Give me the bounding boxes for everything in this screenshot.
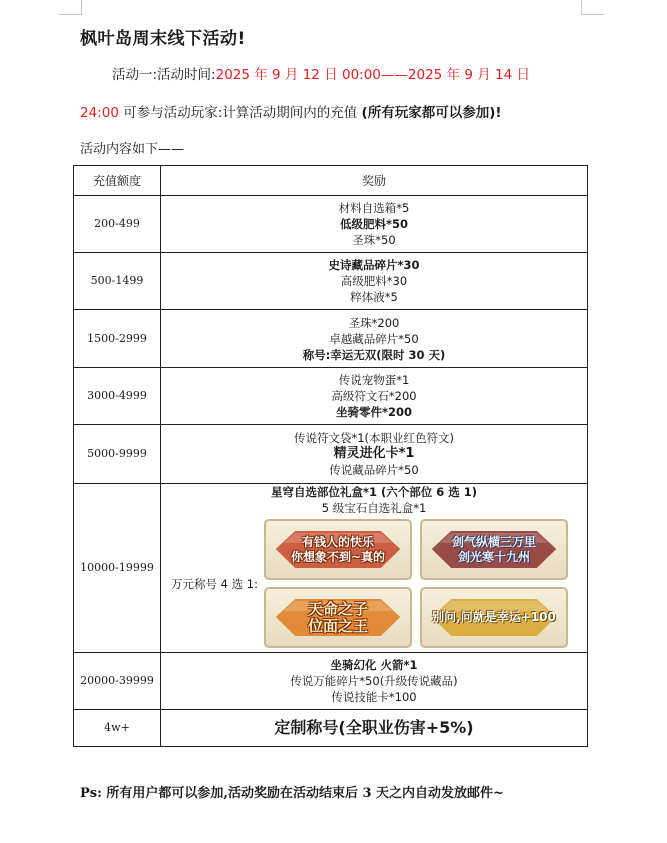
recharge-amount: 1500-2999 xyxy=(74,310,161,368)
page-corner-mark xyxy=(581,0,604,15)
recharge-amount: 20000-39999 xyxy=(74,653,161,710)
badge-title-text: 有钱人的快乐 你想象不到~真的 xyxy=(290,534,386,564)
reward-cell xyxy=(161,653,588,710)
reward-item: 传说宠物蛋*1 xyxy=(338,373,410,387)
table-row xyxy=(74,425,588,484)
recharge-amount: 5000-9999 xyxy=(74,425,161,484)
reward-item: 坐骑幻化 火箭*1 xyxy=(330,658,418,672)
header-reward: 奖励 xyxy=(161,166,588,196)
table-row xyxy=(74,710,588,747)
reward-item: 精灵进化卡*1 xyxy=(333,446,415,461)
activity-desc: 可参与活动玩家:计算活动期间内的充值 xyxy=(118,105,358,121)
reward-cell xyxy=(161,310,588,368)
recharge-amount: 3000-4999 xyxy=(74,368,161,425)
reward-item: 低级肥料*50 xyxy=(339,217,409,231)
activity-note: (所有玩家都可以参加)! xyxy=(361,105,502,121)
table-row xyxy=(74,310,588,368)
title-choice-block xyxy=(161,516,587,652)
title-badge-image xyxy=(264,587,412,648)
table-header-row xyxy=(74,166,588,196)
reward-item: 高级肥料*30 xyxy=(340,274,408,288)
reward-item: 圣珠*200 xyxy=(348,315,400,330)
badge-title-text: 剑气纵横三万里 剑光寒十九州 xyxy=(451,534,536,564)
reward-cell xyxy=(161,196,588,253)
reward-item: 5 级宝石自选礼盒*1 xyxy=(321,501,427,515)
reward-cell xyxy=(161,253,588,310)
title-badge-grid xyxy=(264,516,568,652)
table-row xyxy=(74,484,588,653)
reward-item: 高级符文石*200 xyxy=(331,389,417,403)
reward-item: 粹体液*5 xyxy=(350,290,398,304)
badge-title-text: 别问,问就是幸运+100 xyxy=(432,610,556,624)
recharge-amount: 4w+ xyxy=(74,710,161,747)
header-amount: 充值额度 xyxy=(74,166,161,196)
reward-item: 传说万能碎片*50(升级传说藏品) xyxy=(290,674,458,688)
reward-cell xyxy=(161,710,588,747)
content-heading: 活动内容如下—— xyxy=(80,142,185,157)
reward-item: 定制称号(全职业伤害+5%) xyxy=(274,718,474,737)
recharge-amount: 200-499 xyxy=(74,196,161,253)
title-badge-image xyxy=(420,519,568,580)
reward-table xyxy=(73,165,588,747)
reward-item: 传说符文袋*1(本职业红色符文) xyxy=(293,431,455,445)
table-row xyxy=(74,253,588,310)
table-row xyxy=(74,653,588,710)
table-row xyxy=(74,196,588,253)
activity-time-line xyxy=(112,63,530,83)
reward-item: 材料自选箱*5 xyxy=(338,201,410,215)
activity-time-start: 2025 年 9 月 12 日 00:00——2025 年 9 月 14 日 xyxy=(215,67,530,83)
reward-item: 卓越藏品碎片*50 xyxy=(329,331,419,346)
reward-item: 史诗藏品碎片*30 xyxy=(328,258,420,272)
activity-time-end: 24:00 xyxy=(80,105,119,121)
title-badge-image xyxy=(420,587,568,648)
badge-title-text: 天命之子 位面之王 xyxy=(307,599,368,635)
recharge-amount: 10000-19999 xyxy=(74,484,161,653)
ps-note: Ps: 所有用户都可以参加,活动奖励在活动结束后 3 天之内自动发放邮件~ xyxy=(80,786,504,801)
page-corner-mark xyxy=(59,0,82,15)
table-row xyxy=(74,368,588,425)
activity-label: 活动一:活动时间: xyxy=(112,67,216,83)
title-badge-image xyxy=(264,519,412,580)
reward-item: 坐骑零件*200 xyxy=(335,405,413,419)
reward-item: 星穹自选部位礼盒*1 (六个部位 6 选 1) xyxy=(270,485,478,499)
page-title: 枫叶岛周末线下活动! xyxy=(80,29,246,49)
reward-cell xyxy=(161,368,588,425)
reward-item: 圣珠*50 xyxy=(352,233,396,247)
reward-cell xyxy=(161,425,588,484)
reward-item: 传说藏品碎片*50 xyxy=(329,463,419,477)
activity-desc-line xyxy=(80,101,502,121)
reward-item: 称号:幸运无双(限时 30 天) xyxy=(302,347,446,362)
title-choice-label: 万元称号 4 选 1: xyxy=(171,577,258,591)
recharge-amount: 500-1499 xyxy=(74,253,161,310)
reward-item: 传说技能卡*100 xyxy=(331,690,417,704)
reward-cell xyxy=(161,484,588,653)
